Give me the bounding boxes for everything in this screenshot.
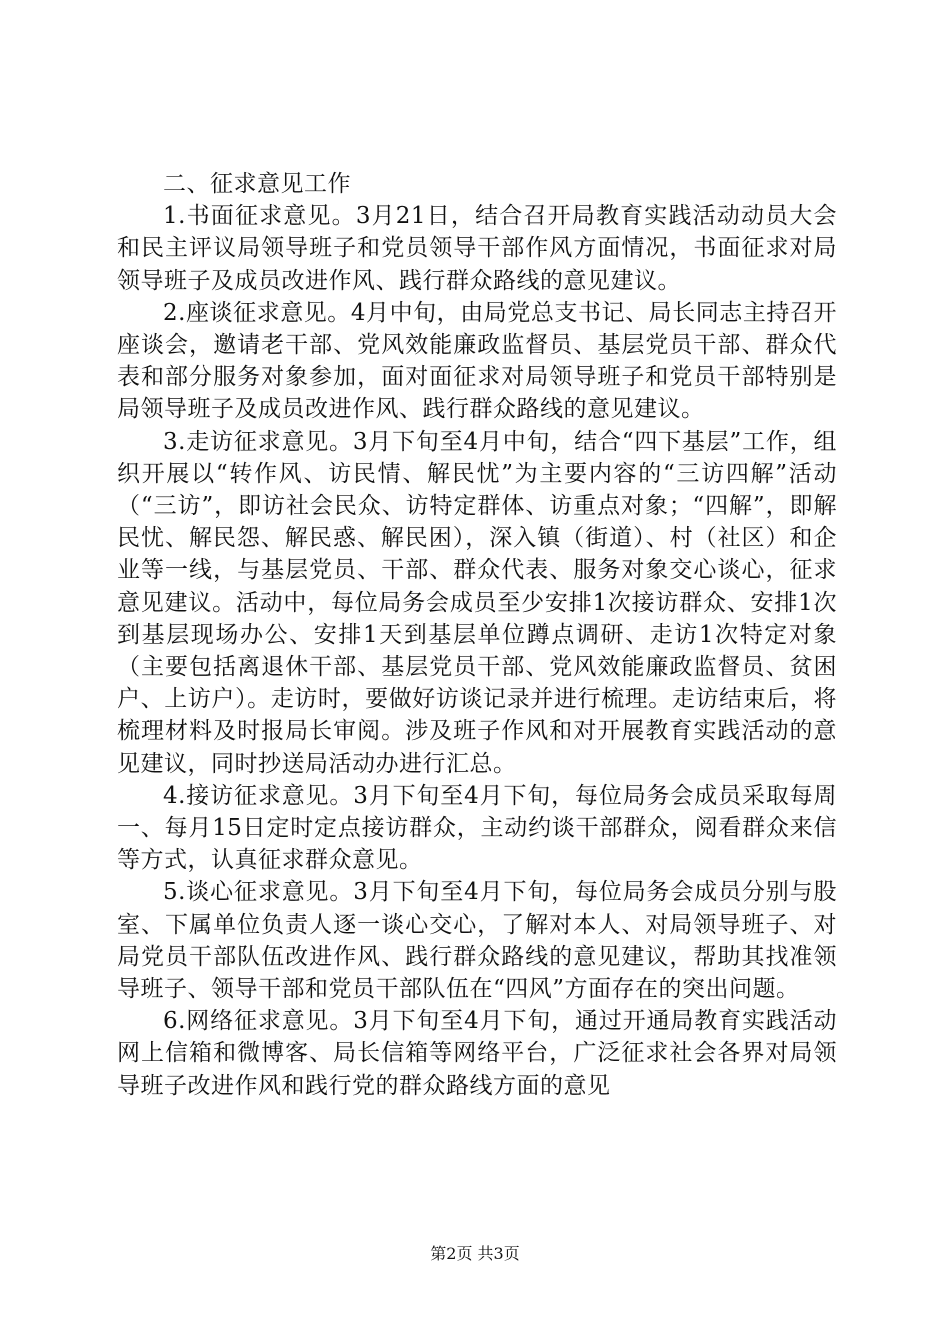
paragraph-symposium-opinions: 2.座谈征求意见。4月中旬，由局党总支书记、局长同志主持召开座谈会，邀请老干部、党风效能廉政监督员、基层党员干部、群众代表和部分服务对象参加，面对面征求对局领导班子和党员干部特别是局领导班子及成员改进作风、践行群众路线的意见建议。 xyxy=(117,299,837,423)
document-body xyxy=(117,168,837,1102)
paragraph-heart-to-heart-opinions: 5.谈心征求意见。3月下旬至4月下旬，每位局务会成员分别与股室、下属单位负责人逐一谈心交心，了解对本人、对局领导班子、对局党员干部队伍改进作风、践行群众路线的意见建议，帮助其找准领导班子、领导干部和党员干部队伍在“四风”方面存在的突出问题。 xyxy=(117,879,837,1003)
section-heading: 二、征求意见工作 xyxy=(163,171,351,197)
paragraph-visit-opinions: 3.走访征求意见。3月下旬至4月中旬，结合“四下基层”工作，组织开展以“转作风、访民情、解民忧”为主要内容的“三访四解”活动（“三访”，即访社会民众、访特定群体、访重点对象；“四解”，即解民忧、解民怨、解民惑、解民困），深入镇（街道）、村（社区）和企业等一线，与基层党员、干部、群众代表、服务对象交心谈心，征求意见建议。活动中，每位局务会成员至少安排1次接访群众、安排1次到基层现场办公、安排1天到基层单位蹲点调研、走访1次特定对象（主要包括离退休干部、基层党员干部、党风效能廉政监督员、贫困户、上访户）。走访时，要做好访谈记录并进行梳理。走访结束后，将梳理材料及时报局长审阅。涉及班子作风和对开展教育实践活动的意见建议，同时抄送局活动办进行汇总。 xyxy=(117,428,837,777)
page-number-footer: 第2页 共3页 xyxy=(430,1244,520,1263)
paragraph-written-opinions: 1.书面征求意见。3月21日，结合召开局教育实践活动动员大会和民主评议局领导班子和党员领导干部作风方面情况，书面征求对局领导班子及成员改进作风、践行群众路线的意见建议。 xyxy=(117,203,837,294)
paragraph-reception-opinions: 4.接访征求意见。3月下旬至4月下旬，每位局务会成员采取每周一、每月15日定时定点接访群众，主动约谈干部群众，阅看群众来信等方式，认真征求群众意见。 xyxy=(117,782,837,874)
paragraph-online-opinions: 6.网络征求意见。3月下旬至4月下旬，通过开通局教育实践活动网上信箱和微博客、局长信箱等网络平台，广泛征求社会各界对局领导班子改进作风和践行党的群众路线方面的意见 xyxy=(117,1008,837,1099)
